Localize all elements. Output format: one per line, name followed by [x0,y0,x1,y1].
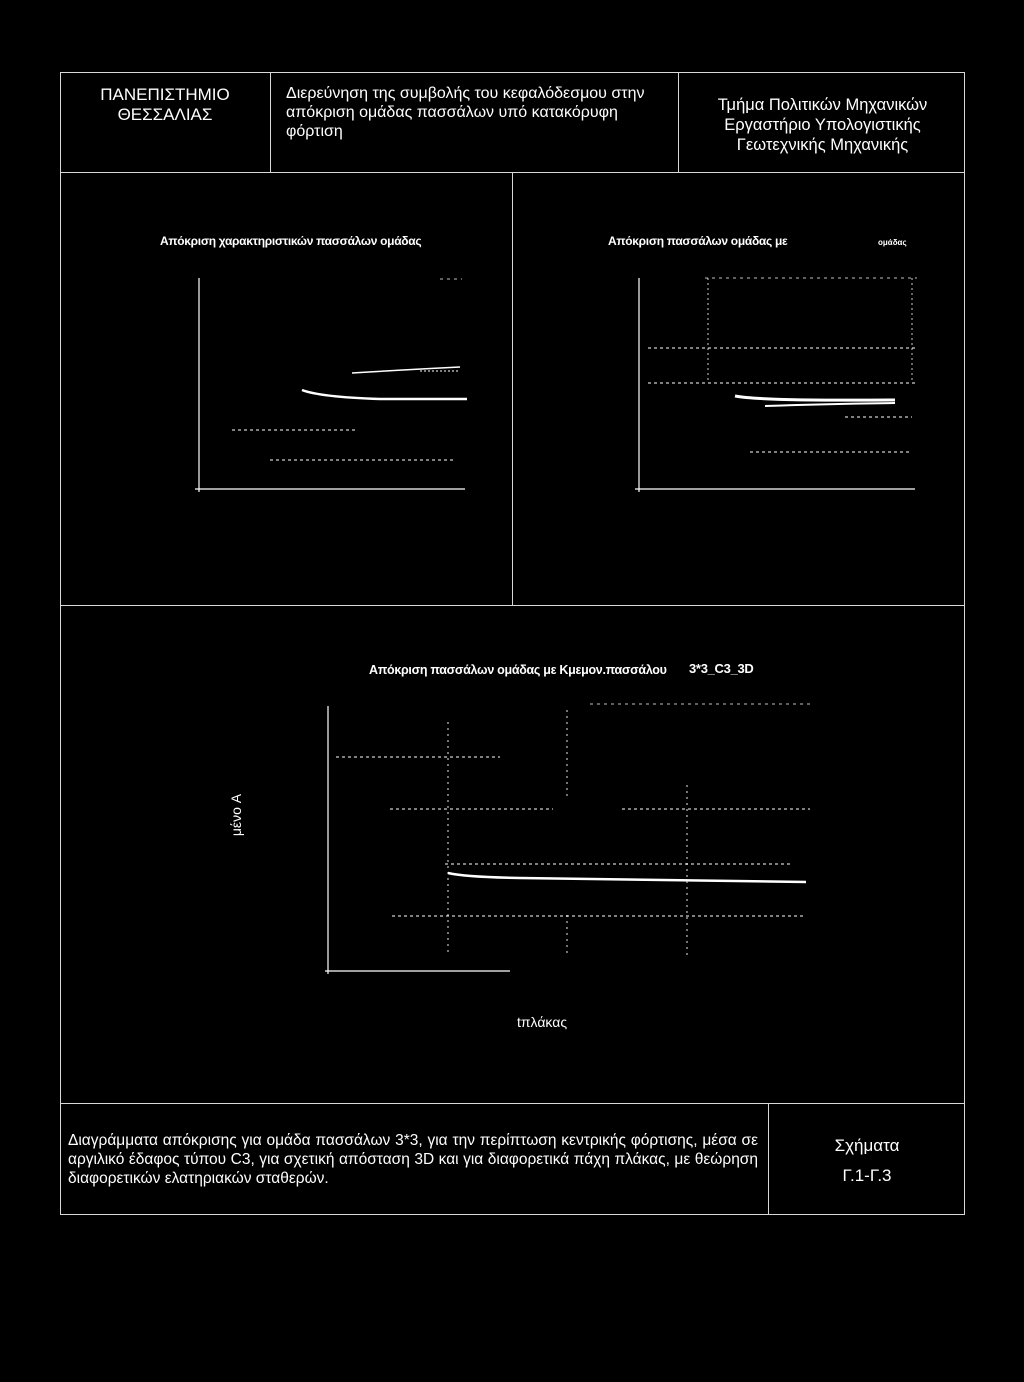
figure-caption: Διαγράμματα απόκρισης για ομάδα πασσάλων 3*3, για την περίπτωση κεντρικής φόρτισης, μέσα σε αργιλικό έδαφος τύπου C3, για σχετική απόσταση 3D και για διαφορετικά πάχη πλάκας, με θεώρηση διαφορετικών ελατηριακών σταθερών. [68,1132,758,1187]
figures-range: Γ.1-Γ.3 [842,1166,892,1185]
series-line [448,873,806,882]
chart-title-top-right: Απόκριση πασσάλων ομάδας με [608,234,788,248]
chart-title-top-left: Απόκριση χαρακτηριστικών πασσάλων ομάδας [160,234,422,248]
figures-label: Σχήματα [834,1136,900,1155]
university-name: ΠΑΝΕΠΙΣΤΗΜΙΟ ΘΕΣΣΑΛΙΑΣ [100,85,230,124]
chart-title-bottom: Απόκριση πασσάλων ομάδας με Kμεμον.πασσάλου [369,663,667,677]
x-axis-label: tπλάκας [517,1014,568,1030]
thesis-title: Διερεύνηση της συμβολής του κεφαλόδεσμου στην απόκριση ομάδας πασσάλων υπό κατακόρυφη φόρτιση [286,85,645,140]
chart-note-top-right: ομάδας [878,238,907,247]
y-axis-label: μένο A [228,793,244,837]
chart-case-label: 3*3_C3_3D [689,661,754,676]
department-name: Τμήμα Πολιτικών Μηχανικών Εργαστήριο Υπολογιστικής Γεωτεχνικής Μηχανικής [717,96,928,154]
